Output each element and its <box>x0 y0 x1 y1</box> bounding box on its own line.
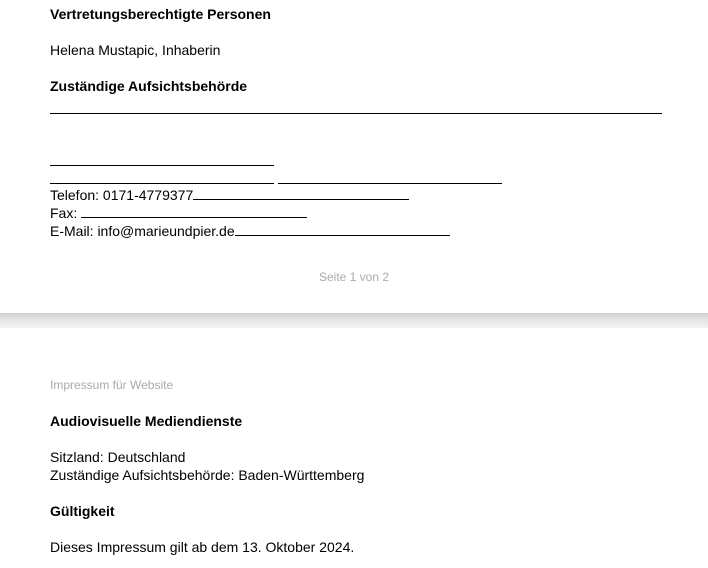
heading-validity: Gültigkeit <box>50 503 115 519</box>
page-header: Impressum für Website <box>50 378 174 392</box>
phone-line <box>50 186 409 204</box>
phone-underline <box>193 186 409 200</box>
heading-authority: Zuständige Aufsichtsbehörde <box>50 78 248 94</box>
page-footer: Seite 1 von 2 <box>318 270 390 284</box>
email-line <box>50 222 450 240</box>
fax-line <box>50 204 307 222</box>
fax-text: Fax: <box>50 205 82 221</box>
fax-underline <box>81 204 307 218</box>
blank-line-2a <box>50 183 274 184</box>
validity-text: Dieses Impressum gilt ab dem 13. Oktober 2024. <box>50 539 355 555</box>
heading-representatives: Vertretungsberechtigte Personen <box>50 6 271 22</box>
heading-media-services: Audiovisuelle Mediendienste <box>50 413 243 429</box>
phone-text: Telefon: 0171-4779377 <box>50 187 194 203</box>
document-page-2 <box>0 328 708 568</box>
email-underline <box>235 222 450 236</box>
blank-line-2b <box>278 183 502 184</box>
country-text: Sitzland: Deutschland <box>50 449 186 465</box>
representative-name: Helena Mustapic, Inhaberin <box>50 42 221 58</box>
blank-line-authority <box>50 113 662 114</box>
email-text: E-Mail: info@marieundpier.de <box>50 223 235 239</box>
authority-text: Zuständige Aufsichtsbehörde: Baden-Württemberg <box>50 467 365 483</box>
page-separator <box>0 313 708 328</box>
blank-line-1 <box>50 165 274 166</box>
